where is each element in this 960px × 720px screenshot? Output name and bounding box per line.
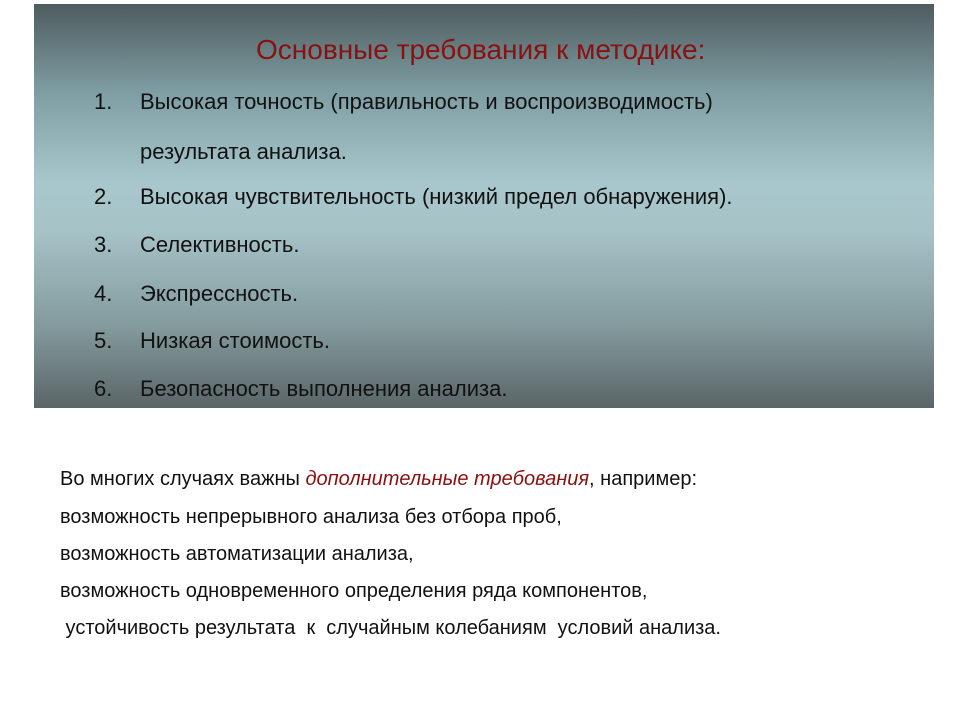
requirement-number: 5. [94,328,113,353]
requirement-number: 4. [94,281,113,306]
requirement-text: Безопасность выполнения анализа. [140,376,508,401]
additional-intro-tail: , например: [589,468,698,490]
additional-intro-lead: Во многих случаях важны [60,468,306,490]
requirement-text: Высокая чувствительность (низкий предел обнаружения). [140,184,733,209]
additional-item-1: возможность непрерывного анализа без отбора проб, [60,506,562,528]
requirement-text: Экспрессность. [140,281,299,306]
additional-highlight: дополнительные требования [305,468,590,490]
requirement-number: 3. [94,232,113,257]
slide-title: Основные требования к методике: [256,34,706,65]
requirement-number: 1. [94,89,113,114]
additional-item-2: возможность автоматизации анализа, [60,543,414,565]
additional-item-3: возможность одновременного определения ряда компонентов, [60,580,648,602]
requirement-text: Низкая стоимость. [140,328,330,353]
requirement-text: Высокая точность (правильность и воспроизводимость) [140,89,713,114]
additional-item-4: устойчивость результата к случайным колебаниям условий анализа. [60,617,721,639]
requirement-text: Селективность. [140,232,300,257]
requirement-text-continuation: результата анализа. [140,139,347,164]
requirement-number: 2. [94,184,113,209]
additional-intro [60,466,697,492]
requirement-number: 6. [94,376,113,401]
